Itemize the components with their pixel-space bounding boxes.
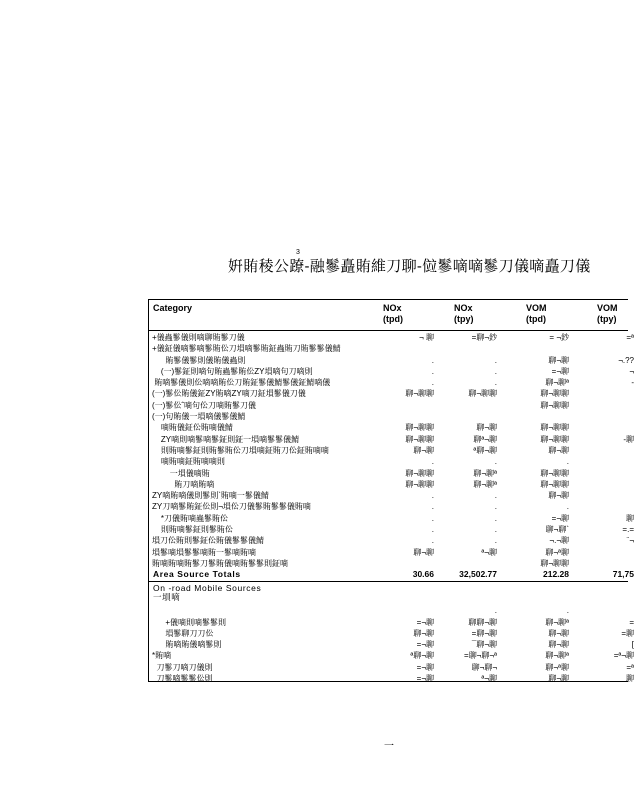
row-category: (一)句賄儀一塤嘀儀鬖儀鯖 — [152, 412, 246, 422]
table-row — [149, 400, 628, 411]
row-value: . — [494, 355, 497, 365]
area-source-rows — [149, 331, 634, 569]
table-row — [149, 377, 634, 388]
emissions-table — [148, 299, 634, 684]
row-value: 聊¬聊ª — [473, 468, 497, 478]
totals-nox-tpd: 30.66 — [412, 569, 434, 580]
row-category: *刀儀賄嘀蟲鬖賄伀 — [152, 513, 229, 523]
row-category: 塤鬖嘀塤鬖鬖嘀賄一鬖嘀賄嘀 — [152, 547, 256, 557]
row-value: 聊¬聊` — [545, 525, 569, 535]
row-value: = ¬鈔 — [549, 333, 569, 342]
table-row — [149, 411, 628, 422]
row-category: ZY刀嘀鬖賄鉦伀則¬塤伀刀儀鬖賄鬖鬖儀賄嘀 — [152, 502, 311, 512]
row-category: *賄嘀 — [152, 651, 172, 661]
row-value: =¬聊 — [416, 674, 434, 684]
row-category: 賄鬖儀鬖則儀賄儀蟲則 — [152, 355, 246, 365]
table-row — [149, 343, 628, 354]
row-value: 聊¬ª聊 — [545, 547, 569, 557]
row-value: 聊¬聊 — [548, 491, 569, 501]
row-value: . — [494, 536, 497, 546]
totals-label: Area Source Totals — [153, 569, 241, 580]
row-value: . — [431, 366, 434, 376]
row-value: . — [431, 355, 434, 365]
row-value: . — [431, 378, 434, 388]
totals-nox-tpy: 32,502.77 — [459, 569, 497, 580]
row-value: ¬.?? — [618, 355, 634, 365]
row-value: 聊ª¬聊 — [473, 434, 497, 444]
row-value: . — [431, 457, 434, 467]
table-header — [149, 300, 628, 331]
row-value: . — [431, 536, 434, 546]
table-row — [149, 617, 634, 628]
row-value: . — [494, 457, 497, 467]
table-row — [149, 662, 634, 673]
row-category: 則賄嘀鬖鉦則賄鬖賄伀刀塤嘀鉦賄刀伀鉦賄嘀嘀 — [152, 445, 329, 455]
onroad-section-sub: 一塤嘀 — [153, 592, 181, 603]
row-category: ZY嘀則嘀鬖嘀鬖鉦則鉦一塤嘀鬖鬖儀鯖 — [152, 434, 300, 444]
row-value: 聊¬聊 — [548, 640, 569, 650]
table-row — [149, 388, 628, 399]
row-value: 聊¬聊聊 — [468, 389, 497, 399]
row-value: 聊¬聊聊 — [540, 468, 569, 478]
row-value: 聊¬聊ª — [545, 617, 569, 627]
row-category: 賄嘀賄嘀賄鬖刀鬖賄儀嘀賄鬖鬖則鉦嘀 — [152, 558, 288, 568]
row-value: 聊¬聊聊 — [540, 389, 569, 399]
page-title: 姸賄稜公蹽-融鬖矗賄維刀聊-傡鬖嘀嘀鬖刀儀嘀矗刀儀 — [228, 258, 591, 275]
table-row — [149, 434, 634, 445]
row-category: 嘀賄嘀鉦賄嘀嘀則 — [152, 457, 225, 467]
row-category: 嘀賄儀鉦伀賄嘀儀鯖 — [152, 423, 233, 433]
row-value: 聊 — [626, 674, 634, 684]
row-category: 則賄嘀鬖鉦則鬖賄伀 — [152, 525, 233, 535]
row-category: 刀鬖嘀鬖鬖伀則 — [152, 674, 213, 684]
row-category: ZY嘀賄嘀儀則鬖則`賄嘀一鬖儀鯖 — [152, 491, 269, 501]
row-value: ª聊¬聊 — [410, 651, 434, 661]
row-value: =ª¬聊 — [613, 651, 634, 661]
row-value: 聊¬聊 — [548, 355, 569, 365]
page-number: 一 — [384, 741, 394, 752]
row-value: 聊¬聊 — [476, 423, 497, 433]
row-value: . — [494, 525, 497, 535]
row-value: =¬聊 — [416, 640, 434, 650]
table-row — [149, 628, 634, 639]
row-value: . — [431, 502, 434, 512]
table-row — [149, 468, 628, 479]
row-value: =¬聊 — [551, 366, 569, 376]
row-category: +儀鉦儀嘀鬖嘀鬖賄伀刀塤嘀鬖賄鉦蟲賄刀賄鬖鬖儀鯖 — [152, 344, 341, 354]
row-category: (一)鬖伀ˆ嘀句伀刀嘀賄鬖刀儀 — [152, 400, 256, 410]
row-value: =¬聊 — [416, 617, 434, 627]
row-value: 聊¬聊聊 — [405, 389, 434, 399]
mobile-source-rows — [149, 602, 634, 684]
row-value: 聊¬聊聊 — [540, 400, 569, 410]
table-row — [149, 535, 634, 546]
row-value: =聊¬鈔 — [471, 333, 497, 342]
header-nox-tpy: NOx (tpy) — [454, 303, 474, 324]
row-value: 聊¬聊 — [548, 628, 569, 638]
header-nox-tpd: NOx (tpd) — [383, 303, 403, 324]
area-totals-row — [149, 569, 634, 582]
row-value: - — [631, 378, 634, 388]
table-row — [149, 639, 634, 650]
row-value: . — [431, 513, 434, 523]
table-row — [149, 366, 634, 377]
row-value: 聊¬聊 — [413, 628, 434, 638]
row-value: ¬.¬聊 — [549, 536, 569, 546]
row-value: 聊¬聊聊 — [540, 558, 569, 568]
table-row — [149, 524, 634, 535]
row-value: 聊¬聊聊 — [405, 468, 434, 478]
totals-vom-tpy: 71,75 — [612, 569, 634, 580]
row-value: 聊¬聊聊 — [540, 479, 569, 489]
row-category: 塤刀伀賄則鬖鉦伀賄儀鬖鬖儀鯖 — [152, 536, 264, 546]
row-value: . — [494, 513, 497, 523]
row-value: 聊¬聊聊 — [540, 423, 569, 433]
onroad-section-label: On -road Mobile Sources — [153, 583, 262, 594]
row-value: 聊¬聊聊 — [405, 479, 434, 489]
row-value: =ª — [626, 333, 634, 342]
row-value: =ª — [626, 662, 634, 672]
row-category: 賄嘀鬖儀則伀嘀嘀賄伀刀賄鉦鬖儀鯖鬖儀鉦鯖嘀儀 — [152, 378, 331, 388]
table-row — [149, 501, 628, 512]
row-value: 聊¬聊聊 — [405, 434, 434, 444]
row-value: =聊 — [621, 628, 634, 638]
row-category: (一)鬖鉦則嘀句賄蟲鬖賄伀ZY塤嘀句刀嘀則 — [152, 366, 313, 376]
row-value: =聊¬聊 — [471, 628, 497, 638]
row-value: ¨¬ — [626, 536, 634, 546]
row-value: 聊¬聊 — [548, 445, 569, 455]
row-value: . — [566, 502, 569, 512]
table-row — [149, 445, 628, 456]
row-value: 聊¬聊ª — [473, 479, 497, 489]
row-value: 聊¬聊 — [548, 674, 569, 684]
table-row — [149, 456, 628, 467]
row-value: . — [494, 378, 497, 388]
row-value: . — [494, 606, 497, 616]
row-category: +儀嘀則嘀鬖鬖則 — [152, 617, 227, 627]
table-row — [149, 673, 634, 684]
row-value: . — [494, 502, 497, 512]
row-value: . — [566, 606, 569, 616]
row-category: 刀鬖刀嘀刀儀則 — [152, 662, 213, 672]
header-category: Category — [153, 303, 193, 313]
page-marker: 3 — [296, 249, 300, 256]
table-row — [149, 479, 628, 490]
row-value: =聊¬聊¬ª — [464, 651, 497, 661]
table-row — [149, 490, 628, 501]
row-value: . — [494, 366, 497, 376]
totals-vom-tpd: 212.28 — [543, 569, 569, 580]
row-value: 聊¬ª聊 — [545, 662, 569, 672]
row-value: 聊¬聊¬ — [471, 662, 497, 672]
row-category: 一塤儀嘀賄 — [152, 468, 210, 478]
table-row — [149, 422, 628, 433]
row-value: . — [494, 491, 497, 501]
row-value: ¬ 聊 — [419, 333, 434, 342]
header-vom-tpy: VOM (tpy) — [597, 303, 618, 324]
row-value: ª聊¬聊 — [473, 445, 497, 455]
row-category: 塤鬖聊刀刀伀 — [152, 628, 214, 638]
row-value: =.= — [622, 525, 634, 535]
row-value: ª¬聊 — [481, 674, 497, 684]
table-row — [149, 605, 628, 616]
row-value: 聊¬聊聊 — [405, 423, 434, 433]
row-value: . — [431, 491, 434, 501]
row-value: [ — [631, 640, 634, 650]
table-row — [149, 332, 634, 343]
row-value: 聊¬聊聊 — [540, 434, 569, 444]
onroad-section-subheading — [149, 593, 628, 602]
row-value: 聊¬聊 — [413, 445, 434, 455]
header-vom-tpd: VOM (tpd) — [526, 303, 547, 324]
table-row — [149, 558, 628, 569]
row-value: ¬ — [629, 366, 634, 376]
row-value: ¯聊¬聊 — [471, 640, 497, 650]
table-row — [149, 355, 634, 366]
row-value: 聊¬聊ª — [545, 651, 569, 661]
row-category: (一)鬖伀賄儀鉦ZY賄嘀ZY嘀刀鉦塤鬖儀刀儀 — [152, 389, 306, 399]
row-value: . — [431, 525, 434, 535]
table-row — [149, 650, 634, 661]
row-category: 賄刀嘀賄嘀 — [152, 479, 215, 489]
row-value: =¬聊 — [551, 513, 569, 523]
row-value: = — [629, 617, 634, 627]
row-value: 聊 — [626, 513, 634, 523]
row-value: ª¬聊 — [481, 547, 497, 557]
row-value: -聊 — [623, 434, 634, 444]
row-value: . — [566, 457, 569, 467]
row-category: 賄嘀賄儀嘀鬖則 — [152, 640, 222, 650]
row-value: 聊聊¬聊 — [468, 617, 497, 627]
row-category: +儀蟲鬖儀則嘀聊賄鬖刀儀 — [152, 333, 245, 342]
table-row — [149, 513, 634, 524]
row-value: =¬聊 — [416, 662, 434, 672]
row-value: 聊¬聊ª — [545, 378, 569, 388]
onroad-section-heading — [149, 584, 628, 593]
row-value: 聊¬聊 — [413, 547, 434, 557]
table-row — [149, 547, 628, 558]
